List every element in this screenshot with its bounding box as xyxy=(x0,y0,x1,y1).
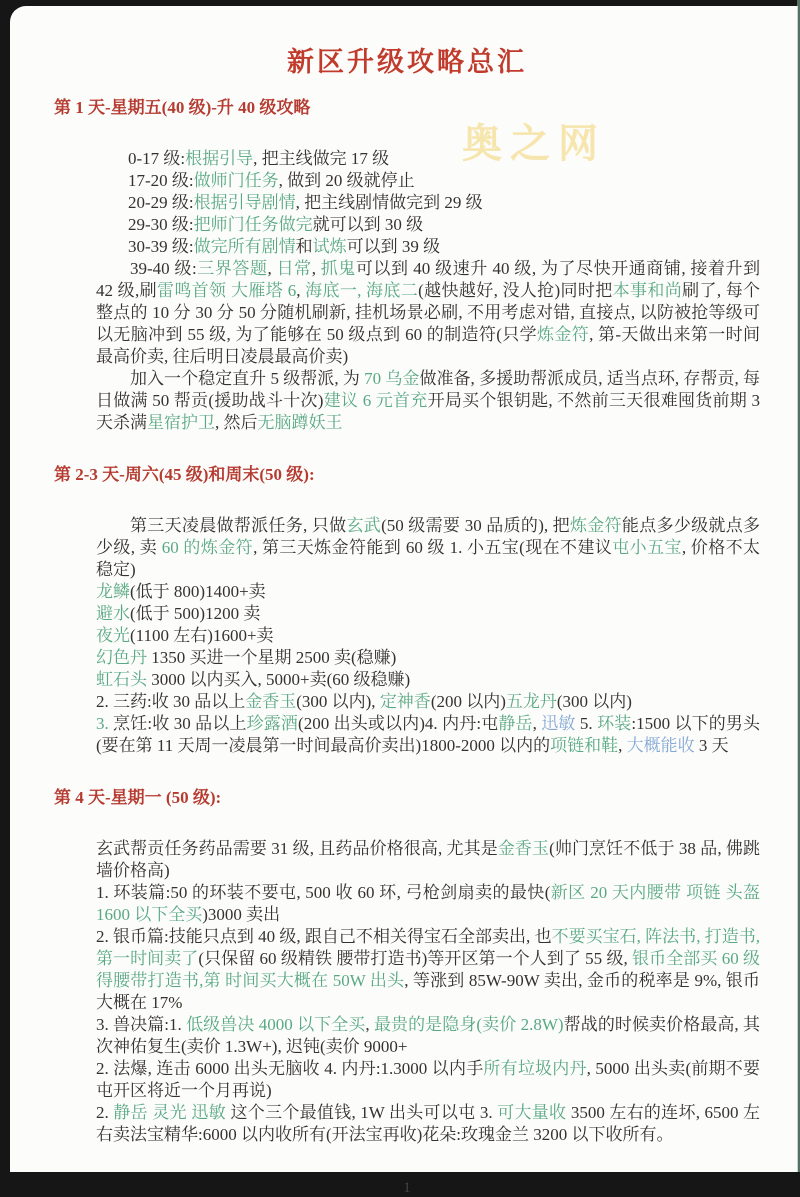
paragraph xyxy=(96,368,760,434)
highlight-text: 70 乌金 xyxy=(364,369,420,388)
body-text: , xyxy=(618,736,627,755)
paragraph xyxy=(96,1014,760,1058)
highlight-text: 玄武 xyxy=(346,516,382,535)
body-text: (200 出头或以内)4. 内丹:屯 xyxy=(298,714,499,733)
body-text: 玄武帮贡任务药品需要 31 级, 且药品价格很高, 尤其是 xyxy=(96,839,498,858)
highlight-text: 本事和尚 xyxy=(612,281,683,300)
paragraph xyxy=(96,713,760,757)
body-text: 可以到 39 级 xyxy=(346,237,441,256)
highlight-text: 珍露酒 xyxy=(246,714,299,733)
paragraph xyxy=(96,625,760,647)
paragraph xyxy=(96,838,760,882)
body-text: 第三天凌晨做帮派任务, 只做 xyxy=(130,516,347,535)
body-text: , 然后 xyxy=(215,413,258,432)
body-text: 就可以到 30 级 xyxy=(312,215,424,234)
highlight-text: 不要买宝石, 阵法书, 打造书, 第一时间卖了 xyxy=(96,927,760,968)
body-text: 3000 以内买入, 5000+卖(60 级稳赚) xyxy=(147,670,411,689)
body-text: 做准备, 多援助帮派成员, 适当点环, 存帮贡, 每日做满 50 帮贡(援助战斗十次) xyxy=(96,369,761,410)
highlight-text: 静岳 灵光 迅敏 xyxy=(113,1103,226,1122)
body-text: 1350 买进一个星期 2500 卖(稳赚) xyxy=(147,648,397,667)
document-sections xyxy=(54,93,760,1146)
highlight-text: 五龙丹 xyxy=(505,692,557,711)
body-text: 5. xyxy=(575,714,598,733)
paragraph xyxy=(96,1058,760,1102)
highlight-text: 建议 6 元首充 xyxy=(323,391,428,410)
body-text: , 把主线剧情做完到 29 级 xyxy=(295,193,483,212)
body-text: (200 以内) xyxy=(430,692,506,711)
body-text: , 价格不太稳定) xyxy=(96,538,761,579)
body-text: :1500 以下的男头(要在第 11 天周一凌晨第一时间最高价卖出)1800-2000 以内的 xyxy=(96,714,761,755)
paragraph xyxy=(128,236,760,258)
body-text: 3500 左右的连坏, 6500 左右卖法宝精华:6000 以内收所有(开法宝再收)花朵:玫瑰金兰 3200 以下收所有。 xyxy=(96,1103,761,1144)
paragraph xyxy=(128,148,760,170)
body-text: , xyxy=(267,259,277,278)
highlight-text: 炼金符 xyxy=(569,516,622,535)
body-text: , 第三天炼金符能到 60 级 1. 小五宝(现在不建议 xyxy=(253,538,613,557)
body-text: 2. 银币篇:技能只点到 40 级, 跟自己不相关得宝石全部卖出, 也 xyxy=(96,927,552,946)
body-text: 这个三个最值钱, 1W 出头可以屯 3. xyxy=(226,1103,498,1122)
paragraph xyxy=(96,515,760,581)
section-heading: 第 1 天-星期五(40 级)-升 40 级攻略 xyxy=(54,98,311,117)
body-text: (300 以内) xyxy=(556,692,632,711)
body-text: 3 天 xyxy=(694,736,729,755)
body-text: , xyxy=(296,281,306,300)
body-text: 39-40 级: xyxy=(130,259,197,278)
body-text: (1100 左右)1600+卖 xyxy=(130,626,274,645)
document-page xyxy=(10,6,798,1196)
body-text: (只保留 60 级精铁 腰带打造书)等开区第一个人到了 55 级, xyxy=(198,949,633,968)
body-text: )3000 卖出 xyxy=(202,905,281,924)
highlight-text: 夜光 xyxy=(96,626,130,645)
highlight-text: 静岳 xyxy=(498,714,533,733)
paragraph xyxy=(128,192,760,214)
body-text: 可以到 40 级速升 40 级, 为了尽快开通商铺, 接着升到 42 级,刷 xyxy=(96,259,761,300)
section-content xyxy=(96,838,760,1146)
paragraph xyxy=(96,882,760,926)
body-text: 和 xyxy=(295,237,313,256)
highlight-text: 龙鳞 xyxy=(96,582,130,601)
highlight-text: 星宿护卫 xyxy=(147,413,215,432)
paragraph xyxy=(96,1102,760,1146)
highlight-text: 幻色丹 xyxy=(96,648,147,667)
highlight-text: 试炼 xyxy=(312,237,347,256)
highlight-text: 金香玉 xyxy=(497,839,550,858)
highlight-text: 3. xyxy=(96,714,109,733)
body-text: (帅门烹饪不低于 38 品, 佛跳墙价格高) xyxy=(96,839,760,880)
highlight-text: 银币全部买 60 级得腰带打造书,第 时间买大概在 50W 出头 xyxy=(96,949,761,990)
highlight-text: 炼金符 xyxy=(537,325,590,344)
body-text: , xyxy=(365,1015,374,1034)
section-heading: 第 2-3 天-周六(45 级)和周末(50 级): xyxy=(54,465,315,484)
body-text: 0-17 级: xyxy=(128,149,186,168)
body-text: , 第-天做出来第一时间最高价卖, 往后明日凌晨最高价卖) xyxy=(96,325,760,366)
paragraph xyxy=(96,581,760,603)
highlight-text: 避水 xyxy=(96,604,130,623)
watermark: 奥之网 xyxy=(462,121,606,166)
paragraph xyxy=(128,170,760,192)
highlight-text: 雷鸣首领 大雁塔 6 xyxy=(156,281,297,300)
paragraph xyxy=(96,258,760,368)
paragraph xyxy=(96,691,760,713)
body-text: 烹饪:收 30 品以上 xyxy=(108,714,247,733)
body-text: (低于 500)1200 卖 xyxy=(130,604,261,623)
body-text: (300 以内), xyxy=(296,692,380,711)
highlight-text: 项链和鞋 xyxy=(550,736,619,755)
body-text: 帮战的时候卖价格最高, 其次神佑复生(卖价 1.3W+), 迟钝(卖价 9000+ xyxy=(96,1015,761,1056)
paragraph xyxy=(96,603,760,625)
highlight-text: 所有垃圾内丹 xyxy=(483,1059,587,1078)
highlight-text: 环装 xyxy=(597,714,632,733)
body-text: 2. xyxy=(96,1103,114,1122)
body-text: 2. 三药:收 30 品以上 xyxy=(96,692,246,711)
section-content xyxy=(96,148,760,434)
body-text: 开局买个银钥匙, 不然前三天很难囤货前期 3 天杀满 xyxy=(96,391,761,432)
highlight-text: 大概能收 xyxy=(626,736,695,755)
body-text: (低于 800)1400+卖 xyxy=(130,582,266,601)
paragraph xyxy=(128,214,760,236)
body-text: 2. 法爆, 连击 6000 出头无脑收 4. 内丹:1.3000 以内手 xyxy=(96,1059,484,1078)
highlight-text: 迅敏 xyxy=(541,714,576,733)
body-text: 30-39 级: xyxy=(128,237,194,256)
document-title: 新区升级攻略总汇 xyxy=(287,47,527,77)
body-text: (50 级需要 30 品质的), 把 xyxy=(381,516,570,535)
body-text: 29-30 级: xyxy=(128,215,194,234)
body-text: 17-20 级: xyxy=(128,171,194,190)
paragraph xyxy=(96,669,760,691)
body-text: 1. 环装篇:50 的环装不要屯, 500 收 60 环, 弓枪剑扇卖的最快( xyxy=(96,883,551,902)
highlight-text: 低级兽决 4000 以下全买 xyxy=(186,1015,366,1034)
body-text: , 把主线做完 17 级 xyxy=(253,149,390,168)
body-text: 能点多少级就点多少级, 卖 xyxy=(96,516,761,557)
body-text: 刷了, 每个整点的 10 分 30 分 50 分随机刷新, 挂机场景必刷, 不用考虑对错, 直接点, 以防被抢等级可以无脑冲到 55 级, 为了能够在 50 级点到 60 的制造符(只学 xyxy=(96,281,761,344)
highlight-text: 根据引导剧情 xyxy=(193,193,296,212)
body-text: 3. 兽决篇:1. xyxy=(96,1015,187,1034)
highlight-text: 新区 20 天内腰带 项链 头盔 1600 以下全买 xyxy=(96,883,760,924)
page-number: 1 xyxy=(403,1180,411,1196)
highlight-text: 屯小五宝 xyxy=(612,538,682,557)
body-text: (越快越好, 没人抢)同时把 xyxy=(418,281,613,300)
body-text: , 等涨到 85W-90W 卖出, 金币的税率是 9%, 银币大概在 17% xyxy=(96,971,760,1012)
highlight-text: 最贵的是隐身(卖价 2.8W) xyxy=(373,1015,564,1034)
section-heading: 第 4 天-星期一 (50 级): xyxy=(54,788,222,807)
highlight-text: 金香玉 xyxy=(245,692,297,711)
highlight-text: 60 的炼金符 xyxy=(161,538,254,557)
highlight-text: 做师门任务 xyxy=(193,171,279,190)
highlight-text: 虹石头 xyxy=(96,670,147,689)
highlight-text: 三界答题 xyxy=(196,259,268,278)
highlight-text: 根据引导 xyxy=(185,149,254,168)
highlight-text: 日常 xyxy=(276,259,312,278)
body-text: , 做到 20 级就停止 xyxy=(278,171,415,190)
body-text: 20-29 级: xyxy=(128,193,194,212)
paragraph xyxy=(96,926,760,1014)
highlight-text: 定神香 xyxy=(379,692,431,711)
highlight-text: 抓鬼 xyxy=(320,259,356,278)
body-text: , xyxy=(532,714,542,733)
section-content xyxy=(96,515,760,757)
body-text: 加入一个稳定直升 5 级帮派, 为 xyxy=(130,369,365,388)
highlight-text: 无脑蹲妖王 xyxy=(257,413,343,432)
highlight-text: 做完所有剧情 xyxy=(193,237,296,256)
paragraph xyxy=(96,647,760,669)
body-text: , xyxy=(311,259,321,278)
highlight-text: 可大量收 xyxy=(497,1103,567,1122)
highlight-text: 把师门任务做完 xyxy=(193,215,313,234)
body-text: , 5000 出头卖(前期不要屯开区将近一个月再说) xyxy=(96,1059,760,1100)
highlight-text: 海底一, 海底二 xyxy=(305,281,419,300)
